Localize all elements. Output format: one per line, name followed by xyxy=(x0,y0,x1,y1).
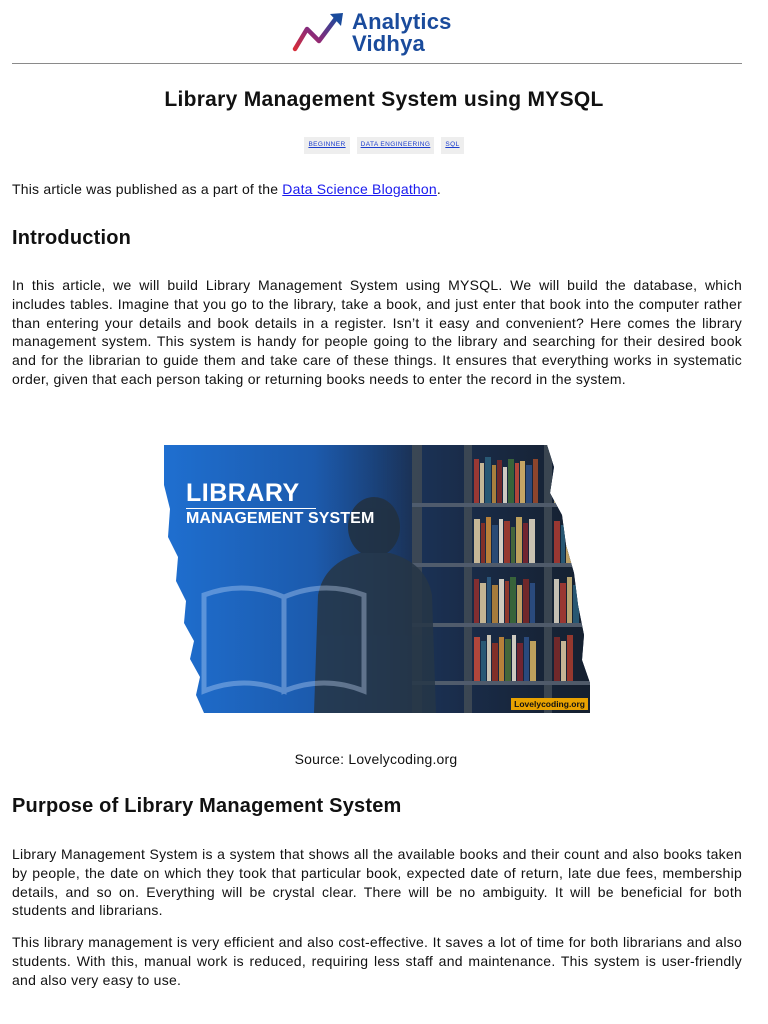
tag-data-engineering[interactable]: DATA ENGINEERING xyxy=(357,137,435,154)
image-caption: Source: Lovelycoding.org xyxy=(294,751,458,767)
blogathon-notice xyxy=(12,179,441,199)
byline-prefix: This article was published as a part of the xyxy=(12,181,283,197)
byline-suffix: . xyxy=(436,181,441,197)
site-header xyxy=(0,0,768,64)
purpose-heading: Purpose of Library Management System xyxy=(12,795,402,817)
logo-wordmark-line2: Vidhya xyxy=(352,31,425,56)
analytics-vidhya-logo[interactable] xyxy=(292,9,468,57)
banner-watermark: Lovelycoding.org xyxy=(511,698,588,710)
article-title: Library Management System using MYSQL xyxy=(164,88,604,111)
tag-beginner[interactable]: BEGINNER xyxy=(304,137,349,154)
header-divider xyxy=(12,63,742,64)
library-banner-image xyxy=(164,445,590,713)
tag-sql[interactable]: SQL xyxy=(441,137,463,154)
trend-arrow-icon xyxy=(292,11,346,53)
purpose-paragraph-2: This library management is very efficient and also cost-effective. It saves a lot of time for both librarians and also students. With this, manual work is reduced, requiring less staff and maintenance. This system is user-friendly and also very easy to use. xyxy=(12,934,742,988)
banner-title-line1: LIBRARY xyxy=(186,479,300,507)
tag-list xyxy=(0,137,768,154)
blogathon-link[interactable]: Data Science Blogathon xyxy=(282,181,437,197)
introduction-paragraph: In this article, we will build Library Management System using MYSQL. We will build the database, which includes tables. Imagine that you go to the library, take a book, and just enter that book into the computer rather than entering your details and book details in a register. Isn’t it easy and convenient? Here comes the library management system. This system is handy for people going to the library and searching for their desired book and for the librarian to guide them and take care of these things. It ensures that everything works in systematic order, given that each person taking or returning books needs to enter the record in the system. xyxy=(12,277,742,387)
introduction-heading: Introduction xyxy=(12,227,132,249)
banner-title-line2: MANAGEMENT SYSTEM xyxy=(186,510,375,527)
logo-wordmark-line1: Analytics xyxy=(352,9,452,34)
purpose-paragraph-1: Library Management System is a system that shows all the available books and their count and also books taken by people, the date on which they took that particular book, expected date of return, late due fees, membership details, and so on. Everything will be crystal clear. There will be no ambiguity. It will be beneficial for both students and librarians. xyxy=(12,846,742,919)
